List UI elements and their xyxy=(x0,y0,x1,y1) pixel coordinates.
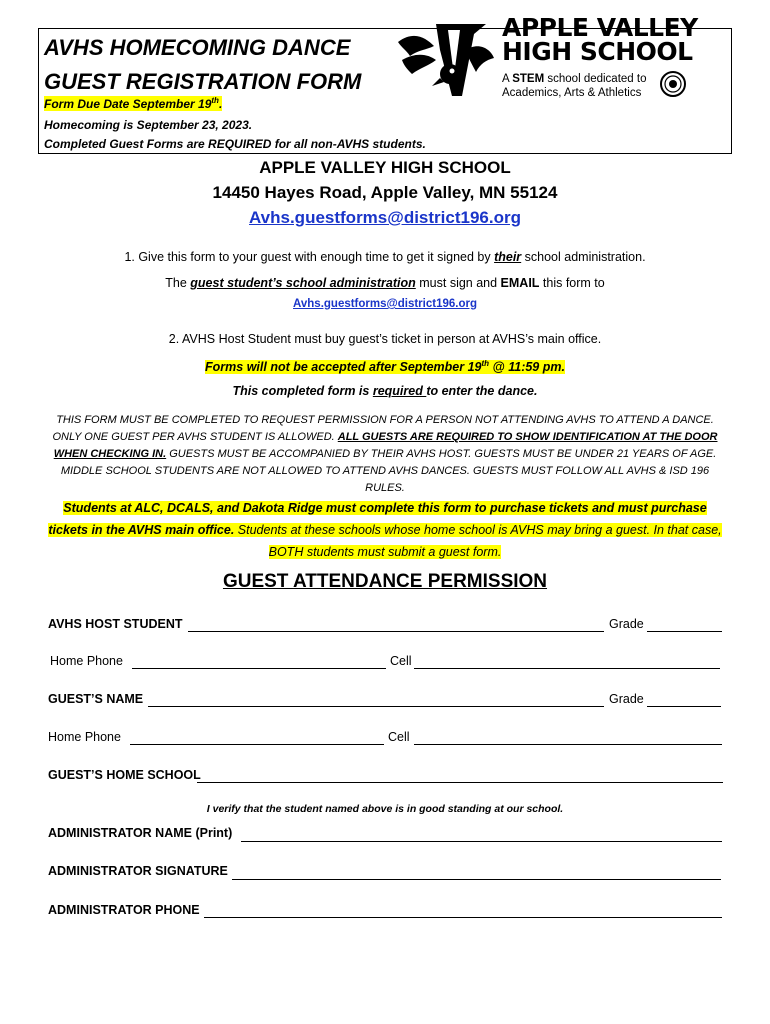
host-grade-input[interactable] xyxy=(647,631,722,632)
guest-grade-input[interactable] xyxy=(647,706,721,707)
school-name: APPLE VALLEY HIGH SCHOOL xyxy=(259,158,511,177)
deadline-notice: Forms will not be accepted after September 19th @ 11:59 pm. xyxy=(205,359,565,375)
guest-home-phone-label: Home Phone xyxy=(48,730,121,744)
rules-notice: THIS FORM MUST BE COMPLETED TO REQUEST PERMISSION FOR A PERSON NOT ATTENDING AVHS TO ATTEND A DANCE. ONLY ONE GUEST PER AVHS STUDENT IS ALLOWED. ALL GUESTS ARE REQUIRED TO SHOW IDENTIFICATION AT THE DOOR WHEN CHECKING IN. GUESTS MUST BE ACCOMPANIED BY THEIR AVHS HOST. GUESTS MUST BE UNDER 21 YEARS OF AGE. MIDDLE SCHOOL STUDENTS ARE NOT ALLOWED TO ATTEND AVHS DANCES. GUESTS MUST FOLLOW ALL AVHS & ISD 196 RULES. xyxy=(52,414,718,494)
alc-notice: Students at ALC, DCALS, and Dakota Ridge must complete this form to purchase tickets and must purchase tickets in the AVHS main office. Students at these schools whose home school is AVHS may bring a guest. In that case, BOTH students must submit a guest form. xyxy=(48,501,722,559)
instruction-step1: 1. Give this form to your guest with enough time to get it signed by their school administration. xyxy=(124,250,646,264)
section-title: GUEST ATTENDANCE PERMISSION xyxy=(222,571,548,592)
required-note: Completed Guest Forms are REQUIRED for all non-AVHS students. xyxy=(44,137,426,151)
host-cell-label: Cell xyxy=(390,654,412,668)
form-title-line1: AVHS HOMECOMING DANCE xyxy=(44,35,351,60)
guest-home-school-input[interactable] xyxy=(197,782,723,783)
school-tagline xyxy=(502,72,646,100)
admin-signature-input[interactable] xyxy=(232,879,721,880)
admin-phone-label: ADMINISTRATOR PHONE xyxy=(48,903,200,917)
tagline-line2: Academics, Arts & Athletics xyxy=(502,87,642,99)
guest-name-input[interactable] xyxy=(148,706,604,707)
host-cell-input[interactable] xyxy=(414,668,720,669)
eagle-logo-icon xyxy=(396,20,496,100)
instruction-step1-detail: The guest student’s school administration must sign and EMAIL this form to xyxy=(165,276,605,290)
host-home-phone-label: Home Phone xyxy=(50,654,123,668)
logo-name-line2: HIGH SCHOOL xyxy=(502,37,693,66)
guest-grade-label: Grade xyxy=(609,692,644,706)
homecoming-date: Homecoming is September 23, 2023. xyxy=(44,118,253,132)
logo-name-line1: APPLE VALLEY xyxy=(502,13,698,42)
admin-name-input[interactable] xyxy=(241,841,722,842)
school-email-link[interactable]: Avhs.guestforms@district196.org xyxy=(249,208,521,227)
form-title-line2: GUEST REGISTRATION FORM xyxy=(44,69,362,94)
guest-home-phone-input[interactable] xyxy=(130,744,384,745)
admin-signature-label: ADMINISTRATOR SIGNATURE xyxy=(48,864,228,878)
guest-cell-label: Cell xyxy=(388,730,410,744)
host-home-phone-input[interactable] xyxy=(132,668,386,669)
host-grade-label: Grade xyxy=(609,617,644,631)
instruction-email-link[interactable]: Avhs.guestforms@district196.org xyxy=(293,298,477,310)
admin-name-label: ADMINISTRATOR NAME (Print) xyxy=(48,826,233,840)
school-logo-name xyxy=(502,13,698,66)
guest-name-label: GUEST’S NAME xyxy=(48,692,144,706)
stem-seal-icon xyxy=(660,71,686,97)
required-notice: This completed form is required to enter the dance. xyxy=(232,384,538,398)
verify-statement: I verify that the student named above is in good standing at our school. xyxy=(206,803,564,815)
admin-phone-input[interactable] xyxy=(204,917,722,918)
instruction-step2: 2. AVHS Host Student must buy guest’s ticket in person at AVHS’s main office. xyxy=(168,332,602,346)
school-address: 14450 Hayes Road, Apple Valley, MN 55124 xyxy=(212,183,558,202)
guest-home-school-label: GUEST’S HOME SCHOOL xyxy=(48,768,201,782)
tagline-line1: A STEM school dedicated to xyxy=(502,73,647,85)
due-date: Form Due Date September 19th. xyxy=(44,96,223,111)
guest-cell-input[interactable] xyxy=(414,744,722,745)
host-student-input[interactable] xyxy=(188,631,604,632)
host-student-label: AVHS HOST STUDENT xyxy=(48,617,183,631)
